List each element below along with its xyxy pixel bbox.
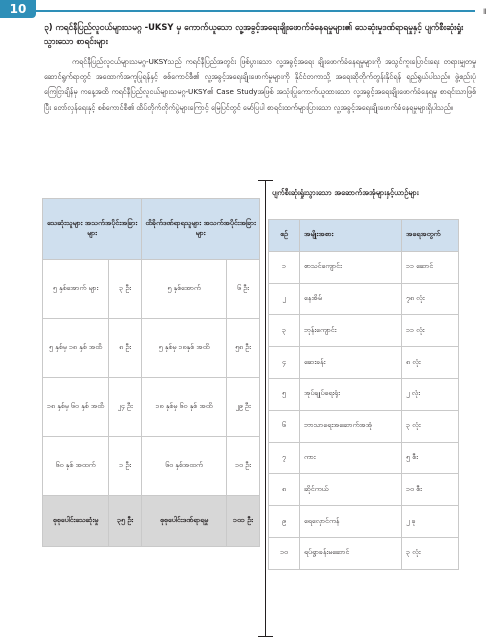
row-no: ၁၀	[269, 537, 300, 569]
table-row	[269, 347, 459, 379]
injured-count-cell: ၆ ဦး	[227, 260, 260, 319]
dead-age-cell: ၅ နှစ်မှ ၁၈ နှစ် အထိ	[43, 319, 109, 378]
table-row	[269, 251, 459, 283]
row-type: ဆိုင်ကယ်	[300, 474, 402, 506]
header-dead-age: သေဆုံးသူများ အသက်အပိုင်းအခြားများ	[43, 199, 142, 260]
injured-count-cell: ၁၀ ဦး	[227, 437, 260, 496]
row-amount: ၈ လုံး	[402, 347, 459, 379]
row-type: ဆေးခန်း	[300, 347, 402, 379]
dead-count-cell: ၂၄ ဦး	[109, 378, 142, 437]
table-row	[43, 260, 260, 319]
injured-age-cell: ၁၈ နှစ်မှ ၆၀ နှစ် အထိ	[142, 378, 227, 437]
dead-age-cell: ၁၈ နှစ်မှ ၆၀ နှစ် အထိ	[43, 378, 109, 437]
header-amount: အရေအတွက်	[402, 220, 459, 252]
row-amount: ၅ စီး	[402, 442, 459, 474]
row-amount: ၂ ခု	[402, 506, 459, 538]
row-amount: ၁၁ ဆောင်	[402, 251, 459, 283]
header-no: စဥ်	[269, 220, 300, 252]
dead-count-cell: ၁ ဦး	[109, 437, 142, 496]
total-injured-value: ၁၀၁ ဦး	[227, 496, 260, 547]
row-no: ၅	[269, 378, 300, 410]
page-header	[0, 0, 499, 22]
row-no: ၄	[269, 347, 300, 379]
table-row	[43, 378, 260, 437]
row-no: ၇	[269, 442, 300, 474]
corner-mark: ။	[483, 3, 487, 17]
dead-count-cell: ၈ ဦး	[109, 319, 142, 378]
header-rule	[36, 10, 475, 12]
table-row	[43, 319, 260, 378]
row-type: ရပ်ရွာခန်းမဆောင်	[300, 537, 402, 569]
row-amount: ၁၀ စီး	[402, 474, 459, 506]
row-amount: ၃ လုံး	[402, 537, 459, 569]
table-row	[269, 506, 459, 538]
page-number: 10	[0, 0, 36, 18]
row-type: စာသင်ကျောင်း	[300, 251, 402, 283]
table-row	[269, 474, 459, 506]
header-injured-age: ထိခိုက်ဒဏ်ရာရသူများ အသက်အပိုင်းအခြား များ	[142, 199, 260, 260]
intro-paragraph: ကရင်နီပြည်လူငယ်များသမဂ္ဂ-UKSYသည် ကရင်နီပြည်အတွင်း ဖြစ်ပွားသော လူ့အခွင့်အရေး ချိုးဖောက်ခံနေရမှုများကို အသွင်ကူးပြောင်းရေး တရားမျှတမှုဆောင်ရွက်ရာတွင် အထောက်အကူပြုရန်နှင့် စစ်ကောင်စီ၏ လူ့အခွင့်အရေးချိုးဖောက်မှုများကို နိုင်ငံတကာသို့ အရေးဆိုတိုက်တွန်းနိုင်ရန် ရည်ရွယ်ပါသည်။ ဖွဲ့စည်းပုံ ကြေငြာချိန်မှ ကနေ့အထိ ကရင်နီပြည်လူငယ်များသမဂ္ဂ-UKSY၏ Case Studyအဖြစ် အသုံးပြုကောက်ယူထားသော လူ့အခွင့်အရေးချိုးဖောက်ခံနေရမှု စာရင်းသာဖြစ်ပြီး တော်လှန်ရေးနှင့် စစ်ကောင်စီ၏ ထိပ်တိုက်တိုက်ပွဲများကြောင့် မြေပြင်တွင် မော်ပြပါ စာရင်းထက်များပြားသော လူ့အခွင့်အရေးချိုးဖောက်ခံနေရမှုများရှိပါသည်။	[44, 57, 476, 112]
total-dead-value: ၃၅ ဦး	[109, 496, 142, 547]
injured-age-cell: ၅ နှစ်မှ ၁၈နှစ် အထိ	[142, 319, 227, 378]
injured-age-cell: ၅ နှစ်အောက်	[142, 260, 227, 319]
row-amount: ၇၈ လုံး	[402, 283, 459, 315]
row-no: ၃	[269, 315, 300, 347]
row-type: အုပ်ချုပ်ရေးရုံး	[300, 378, 402, 410]
total-dead-label: စုစုပေါင်းသေဆုံးမှု	[43, 496, 109, 547]
dead-age-cell: ၆၀ နှစ် အထက်	[43, 437, 109, 496]
damage-title: ပျက်စီးဆုံးရှုံးသွားသော အဆောက်အအုံများနှင့်ယာဉ်များ	[272, 188, 419, 197]
injured-count-cell: ၂၉ ဦး	[227, 378, 260, 437]
header-type: အမျိုးအစား	[300, 220, 402, 252]
row-amount: ၁၁ လုံး	[402, 315, 459, 347]
damage-table-header	[269, 220, 459, 252]
casualty-table-header	[43, 199, 260, 260]
table-row	[269, 315, 459, 347]
table-row	[269, 442, 459, 474]
row-no: ၆	[269, 410, 300, 442]
row-no: ၈	[269, 474, 300, 506]
section-divider	[265, 180, 266, 637]
table-row	[269, 410, 459, 442]
row-type: ဘုန်းကျောင်း	[300, 315, 402, 347]
injured-count-cell: ၅၈ ဦး	[227, 319, 260, 378]
table-row	[43, 437, 260, 496]
total-row	[43, 496, 260, 547]
row-type: ရေလှောင်ကန်	[300, 506, 402, 538]
total-injured-label: စုစုပေါင်းဒဏ်ရာရမှု	[142, 496, 227, 547]
row-no: ၂	[269, 283, 300, 315]
row-amount: ၃ လုံး	[402, 410, 459, 442]
table-row	[269, 378, 459, 410]
table-row	[269, 537, 459, 569]
row-type: နေအိမ်	[300, 283, 402, 315]
divider-tick-top	[258, 180, 273, 181]
damage-table	[268, 219, 459, 570]
injured-age-cell: ၆၀ နှစ်အထက်	[142, 437, 227, 496]
row-type: ကား	[300, 442, 402, 474]
section-heading: ၃) ကရင်နီပြည်လူငယ်များသမဂ္ဂ -UKSY မှ ကောက်ယူသော လူ့အခွင့်အရေးချိုးဖောက်ခံနေရမှုများ၏ သေဆုံးမှုဒဏ်ရာရမှုနှင့် ပျက်စီးဆုံးရှုံးသွားသော စာရင်းများ	[44, 22, 464, 46]
row-no: ၁	[269, 251, 300, 283]
row-type: ဘာသာရေးအဆောက်အအုံ	[300, 410, 402, 442]
row-no: ၉	[269, 506, 300, 538]
casualty-table	[42, 198, 260, 547]
dead-age-cell: ၅ နှစ်အောက် များ	[43, 260, 109, 319]
divider-tick-bottom	[258, 636, 273, 637]
row-amount: ၂ လုံး	[402, 378, 459, 410]
dead-count-cell: ၃ ဦး	[109, 260, 142, 319]
table-row	[269, 283, 459, 315]
